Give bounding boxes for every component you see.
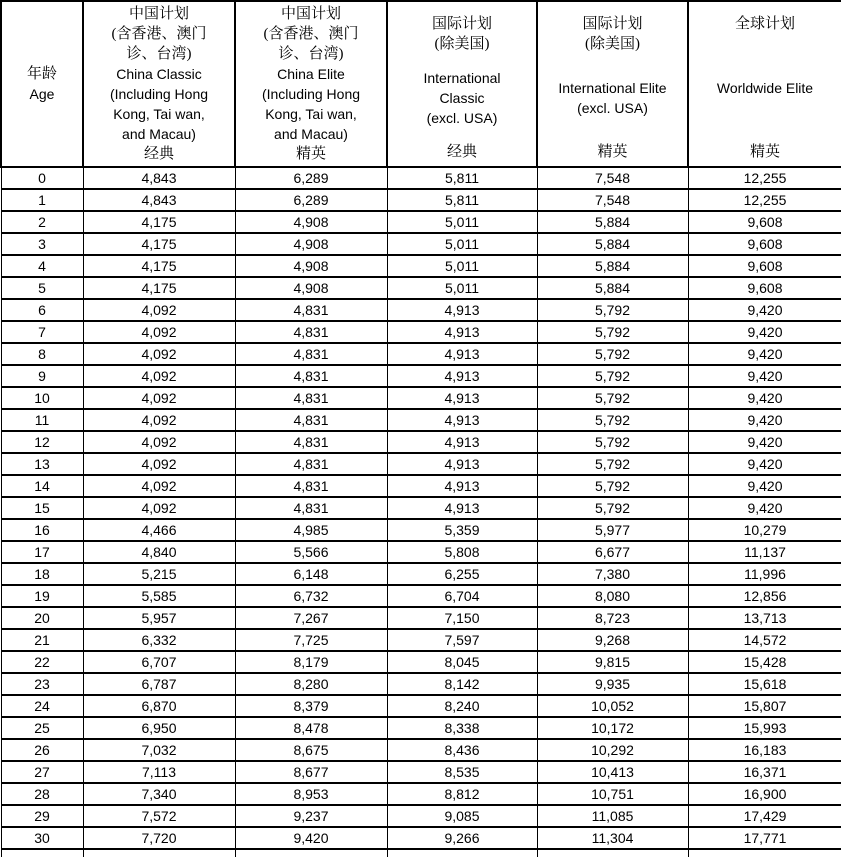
plan-title-en-line: International Elite [558,80,667,96]
age-cell: 14 [1,475,83,497]
rate-cell-worldwide-elite: 9,608 [688,233,841,255]
rate-cell-international-classic: 8,045 [387,651,537,673]
rate-cell-worldwide-elite: 12,255 [688,167,841,189]
rate-cell-china-classic: 4,092 [83,409,235,431]
rate-cell-china-classic: 6,787 [83,673,235,695]
rate-cell-worldwide-elite: 13,713 [688,607,841,629]
rate-cell-china-elite: 4,831 [235,431,387,453]
partial-cell [387,849,537,857]
table-row [1,761,841,783]
rate-cell-international-classic: 5,011 [387,233,537,255]
age-cell: 24 [1,695,83,717]
plan-title-en-line: Worldwide Elite [716,80,814,96]
table-row [1,233,841,255]
rate-cell-international-elite: 5,792 [537,343,688,365]
plan-title-zh-line: 中国计划 [280,6,341,22]
rate-cell-international-classic: 7,150 [387,607,537,629]
age-cell: 5 [1,277,83,299]
plan-title-en-line: Kong, Tai wan, [265,106,357,122]
rate-cell-china-elite: 4,908 [235,211,387,233]
rate-cell-china-elite: 4,831 [235,453,387,475]
table-row [1,673,841,695]
rate-cell-international-classic: 4,913 [387,453,537,475]
rate-cell-china-elite: 4,831 [235,497,387,519]
table-row [1,519,841,541]
rate-cell-china-classic: 4,092 [83,343,235,365]
plan-title-en-line: (excl. USA) [577,100,648,116]
rate-cell-international-elite: 5,792 [537,387,688,409]
table-row [1,497,841,519]
rate-cell-china-elite: 6,289 [235,167,387,189]
rate-cell-international-classic: 8,338 [387,717,537,739]
rate-cell-international-elite: 7,380 [537,563,688,585]
rate-cell-china-elite: 4,831 [235,475,387,497]
table-row [1,783,841,805]
plan-title-en [262,64,360,144]
rate-cell-china-classic: 4,092 [83,431,235,453]
rate-cell-china-classic: 5,585 [83,585,235,607]
rate-cell-worldwide-elite: 9,420 [688,497,841,519]
age-cell: 27 [1,761,83,783]
rate-cell-international-classic: 8,436 [387,739,537,761]
partial-cell [537,849,688,857]
rate-cell-international-elite: 5,884 [537,233,688,255]
age-cell: 2 [1,211,83,233]
plan-title-zh-line: 诊、台湾) [278,46,344,62]
rate-cell-international-elite: 9,935 [537,673,688,695]
age-cell: 26 [1,739,83,761]
plan-column-header-international-elite [537,1,688,167]
rate-cell-international-elite: 10,751 [537,783,688,805]
table-row [1,717,841,739]
rate-cell-worldwide-elite: 12,255 [688,189,841,211]
rate-cell-china-elite: 8,379 [235,695,387,717]
rate-cell-international-classic: 4,913 [387,321,537,343]
table-row [1,365,841,387]
rate-cell-worldwide-elite: 17,429 [688,805,841,827]
rate-cell-worldwide-elite: 16,900 [688,783,841,805]
rate-cell-worldwide-elite: 15,618 [688,673,841,695]
table-row [1,277,841,299]
plan-title-zh-line: 中国计划 [128,6,189,22]
rate-cell-worldwide-elite: 14,572 [688,629,841,651]
rate-cell-international-classic: 8,240 [387,695,537,717]
rate-cell-international-classic: 4,913 [387,365,537,387]
table-row [1,299,841,321]
age-cell: 1 [1,189,83,211]
rate-cell-international-classic: 7,597 [387,629,537,651]
plan-title-zh-line: (含香港、澳门 [263,26,359,42]
table-row [1,827,841,849]
age-cell: 17 [1,541,83,563]
rate-cell-international-elite: 5,792 [537,321,688,343]
plan-title-en-line: Kong, Tai wan, [113,106,205,122]
table-row [1,343,841,365]
rate-cell-worldwide-elite: 12,856 [688,585,841,607]
rate-cell-international-elite: 5,884 [537,211,688,233]
rate-cell-international-elite: 5,792 [537,299,688,321]
partial-cell [235,849,387,857]
rate-cell-china-classic: 4,092 [83,321,235,343]
rate-cell-china-elite: 6,148 [235,563,387,585]
rate-cell-worldwide-elite: 17,771 [688,827,841,849]
rate-cell-china-elite: 4,831 [235,409,387,431]
partial-cell [1,849,83,857]
plan-title-zh-line: 诊、台湾) [126,46,192,62]
plan-title-zh [735,14,795,34]
rate-cell-international-elite: 5,792 [537,453,688,475]
age-cell: 3 [1,233,83,255]
age-cell: 18 [1,563,83,585]
rate-cell-worldwide-elite: 15,993 [688,717,841,739]
rate-cell-china-classic: 4,092 [83,453,235,475]
rate-cell-china-elite: 8,677 [235,761,387,783]
rate-cell-china-classic: 7,032 [83,739,235,761]
plan-title-zh-line: (除美国) [434,36,490,52]
plan-tier-label: 精英 [295,146,326,162]
plan-title-en-line: Classic [439,90,485,106]
rate-cell-china-classic: 6,332 [83,629,235,651]
rate-cell-china-classic: 4,092 [83,497,235,519]
rate-cell-china-classic: 6,870 [83,695,235,717]
rate-cell-china-elite: 4,908 [235,277,387,299]
rate-cell-international-elite: 8,723 [537,607,688,629]
rate-cell-worldwide-elite: 16,183 [688,739,841,761]
rate-cell-worldwide-elite: 15,807 [688,695,841,717]
age-cell: 20 [1,607,83,629]
rate-cell-worldwide-elite: 9,420 [688,299,841,321]
age-cell: 21 [1,629,83,651]
rate-cell-china-classic: 7,720 [83,827,235,849]
rate-cell-worldwide-elite: 9,608 [688,277,841,299]
header-row [1,1,841,167]
rate-cell-worldwide-elite: 11,137 [688,541,841,563]
rate-cell-china-classic: 4,843 [83,167,235,189]
table-row [1,409,841,431]
rate-cell-china-classic: 6,707 [83,651,235,673]
partial-cell [688,849,841,857]
rate-cell-china-classic: 7,340 [83,783,235,805]
table-row [1,453,841,475]
plan-title-en-line: (excl. USA) [426,110,498,126]
age-column-header [1,1,83,167]
age-cell: 0 [1,167,83,189]
rate-cell-international-elite: 5,884 [537,255,688,277]
rate-cell-china-elite: 8,478 [235,717,387,739]
rate-cell-international-elite: 9,815 [537,651,688,673]
plan-title-en-line: (Including Hong [109,86,209,102]
rate-cell-worldwide-elite: 10,279 [688,519,841,541]
rate-cell-international-classic: 9,085 [387,805,537,827]
rate-cell-international-classic: 6,704 [387,585,537,607]
table-row [1,651,841,673]
rate-cell-international-classic: 5,359 [387,519,537,541]
age-cell: 22 [1,651,83,673]
rate-cell-china-elite: 8,675 [235,739,387,761]
rate-cell-international-elite: 5,792 [537,475,688,497]
age-header-zh: 年龄 [26,66,57,82]
rate-cell-international-elite: 7,548 [537,189,688,211]
age-cell: 6 [1,299,83,321]
table-row [1,167,841,189]
plan-title-en [423,68,500,128]
age-cell: 10 [1,387,83,409]
table-row [1,805,841,827]
rate-cell-china-classic: 4,092 [83,387,235,409]
rate-cell-international-classic: 4,913 [387,409,537,431]
rate-cell-international-elite: 10,172 [537,717,688,739]
rate-cell-international-elite: 6,677 [537,541,688,563]
partial-row [1,849,841,857]
rate-cell-china-elite: 4,831 [235,387,387,409]
rate-cell-china-classic: 7,572 [83,805,235,827]
rate-cell-china-classic: 4,843 [83,189,235,211]
rate-cell-international-classic: 5,011 [387,211,537,233]
plan-column-header-china-classic [83,1,235,167]
plan-title-zh-line: (除美国) [584,36,640,52]
rate-cell-international-classic: 4,913 [387,299,537,321]
rate-cell-china-elite: 4,831 [235,343,387,365]
rate-cell-international-elite: 5,792 [537,497,688,519]
rate-cell-international-classic: 6,255 [387,563,537,585]
rate-cell-china-classic: 4,466 [83,519,235,541]
age-cell: 28 [1,783,83,805]
rate-cell-international-classic: 8,142 [387,673,537,695]
table-row [1,585,841,607]
rate-cell-international-classic: 8,812 [387,783,537,805]
rate-cell-worldwide-elite: 9,420 [688,365,841,387]
plan-title-zh-line: (含香港、澳门 [111,26,207,42]
rate-cell-china-elite: 4,985 [235,519,387,541]
plan-title-en [717,78,813,98]
rate-table-body [1,167,841,857]
table-row [1,629,841,651]
rate-cell-international-elite: 5,792 [537,431,688,453]
rate-cell-international-classic: 4,913 [387,431,537,453]
rate-cell-international-elite: 5,884 [537,277,688,299]
age-cell: 8 [1,343,83,365]
table-row [1,387,841,409]
plan-title-en [558,78,666,118]
rate-cell-china-classic: 7,113 [83,761,235,783]
age-cell: 19 [1,585,83,607]
rate-cell-international-classic: 5,811 [387,167,537,189]
rate-cell-china-elite: 4,831 [235,299,387,321]
rate-cell-china-classic: 6,950 [83,717,235,739]
partial-cell [83,849,235,857]
age-header-en: Age [29,86,55,102]
plan-title-zh [582,14,642,54]
rate-cell-china-elite: 8,179 [235,651,387,673]
table-row [1,211,841,233]
plan-title-zh-line: 国际计划 [582,16,643,32]
rate-cell-china-elite: 4,831 [235,321,387,343]
rate-cell-china-elite: 9,420 [235,827,387,849]
rate-cell-china-classic: 4,092 [83,299,235,321]
table-row [1,541,841,563]
rate-cell-worldwide-elite: 9,420 [688,431,841,453]
table-row [1,189,841,211]
rate-cell-china-elite: 7,725 [235,629,387,651]
rate-cell-china-elite: 6,732 [235,585,387,607]
rate-cell-china-classic: 4,175 [83,211,235,233]
rate-cell-international-classic: 5,811 [387,189,537,211]
rate-cell-worldwide-elite: 11,996 [688,563,841,585]
table-row [1,321,841,343]
rate-cell-international-classic: 9,266 [387,827,537,849]
table-row [1,607,841,629]
rate-cell-international-elite: 10,052 [537,695,688,717]
rate-cell-international-classic: 4,913 [387,343,537,365]
age-cell: 23 [1,673,83,695]
rate-cell-international-classic: 4,913 [387,387,537,409]
rate-cell-international-elite: 10,292 [537,739,688,761]
rate-cell-china-elite: 4,908 [235,255,387,277]
table-row [1,475,841,497]
age-cell: 29 [1,805,83,827]
plan-title-en [110,64,208,144]
plan-title-zh [264,4,359,64]
rate-cell-international-elite: 5,792 [537,365,688,387]
rate-cell-china-elite: 4,908 [235,233,387,255]
rate-cell-china-elite: 8,953 [235,783,387,805]
rate-cell-worldwide-elite: 9,420 [688,343,841,365]
rate-cell-international-elite: 11,085 [537,805,688,827]
rate-cell-worldwide-elite: 16,371 [688,761,841,783]
table-row [1,695,841,717]
rate-cell-international-classic: 4,913 [387,475,537,497]
rate-cell-international-elite: 5,792 [537,409,688,431]
age-cell: 13 [1,453,83,475]
rate-cell-international-classic: 5,808 [387,541,537,563]
rate-cell-international-elite: 11,304 [537,827,688,849]
table-row [1,563,841,585]
age-cell: 15 [1,497,83,519]
age-cell: 25 [1,717,83,739]
rate-cell-china-elite: 6,289 [235,189,387,211]
plan-title-en-line: International [423,70,501,86]
rate-cell-china-classic: 4,175 [83,233,235,255]
plan-tier-label: 经典 [446,144,477,160]
rate-cell-worldwide-elite: 9,608 [688,255,841,277]
rate-cell-china-classic: 4,175 [83,255,235,277]
plan-column-header-international-classic [387,1,537,167]
age-cell: 11 [1,409,83,431]
age-cell: 9 [1,365,83,387]
plan-title-zh [112,4,207,64]
plan-title-zh-line: 国际计划 [431,16,492,32]
rate-cell-worldwide-elite: 9,420 [688,387,841,409]
plan-column-header-china-elite [235,1,387,167]
rate-cell-china-elite: 9,237 [235,805,387,827]
rate-cell-china-classic: 5,957 [83,607,235,629]
rate-cell-china-classic: 4,175 [83,277,235,299]
plan-tier-label: 精英 [597,144,628,160]
plan-title-en-line: and Macau) [122,126,196,142]
plan-tier-label: 经典 [143,146,174,162]
rate-cell-china-elite: 7,267 [235,607,387,629]
plan-tier-label: 精英 [749,144,780,160]
rate-cell-international-elite: 5,977 [537,519,688,541]
rate-cell-international-classic: 5,011 [387,255,537,277]
rate-cell-worldwide-elite: 9,420 [688,453,841,475]
age-cell: 12 [1,431,83,453]
rate-cell-worldwide-elite: 9,420 [688,321,841,343]
rate-cell-worldwide-elite: 9,420 [688,409,841,431]
rate-cell-china-classic: 4,092 [83,475,235,497]
plan-title-en-line: China Classic [116,66,202,82]
rate-cell-china-elite: 4,831 [235,365,387,387]
plan-title-en-line: and Macau) [274,126,348,142]
rate-cell-china-classic: 4,092 [83,365,235,387]
rate-cell-international-classic: 8,535 [387,761,537,783]
rate-cell-international-elite: 10,413 [537,761,688,783]
rate-cell-international-elite: 8,080 [537,585,688,607]
rate-cell-international-elite: 7,548 [537,167,688,189]
rate-cell-worldwide-elite: 9,608 [688,211,841,233]
plan-title-zh [432,14,492,54]
age-cell: 30 [1,827,83,849]
table-row [1,739,841,761]
age-cell: 16 [1,519,83,541]
rate-cell-worldwide-elite: 15,428 [688,651,841,673]
rate-cell-china-elite: 8,280 [235,673,387,695]
table-row [1,255,841,277]
plan-title-zh-line: 全球计划 [734,16,795,32]
plan-title-en-line: (Including Hong [261,86,361,102]
age-cell: 7 [1,321,83,343]
plan-column-header-worldwide-elite [688,1,841,167]
table-row [1,431,841,453]
plan-title-en-line: China Elite [277,66,345,82]
rate-cell-international-elite: 9,268 [537,629,688,651]
age-cell: 4 [1,255,83,277]
rate-cell-china-classic: 4,840 [83,541,235,563]
rate-cell-international-classic: 5,011 [387,277,537,299]
rate-cell-china-classic: 5,215 [83,563,235,585]
rate-cell-china-elite: 5,566 [235,541,387,563]
rate-cell-international-classic: 4,913 [387,497,537,519]
rate-cell-worldwide-elite: 9,420 [688,475,841,497]
